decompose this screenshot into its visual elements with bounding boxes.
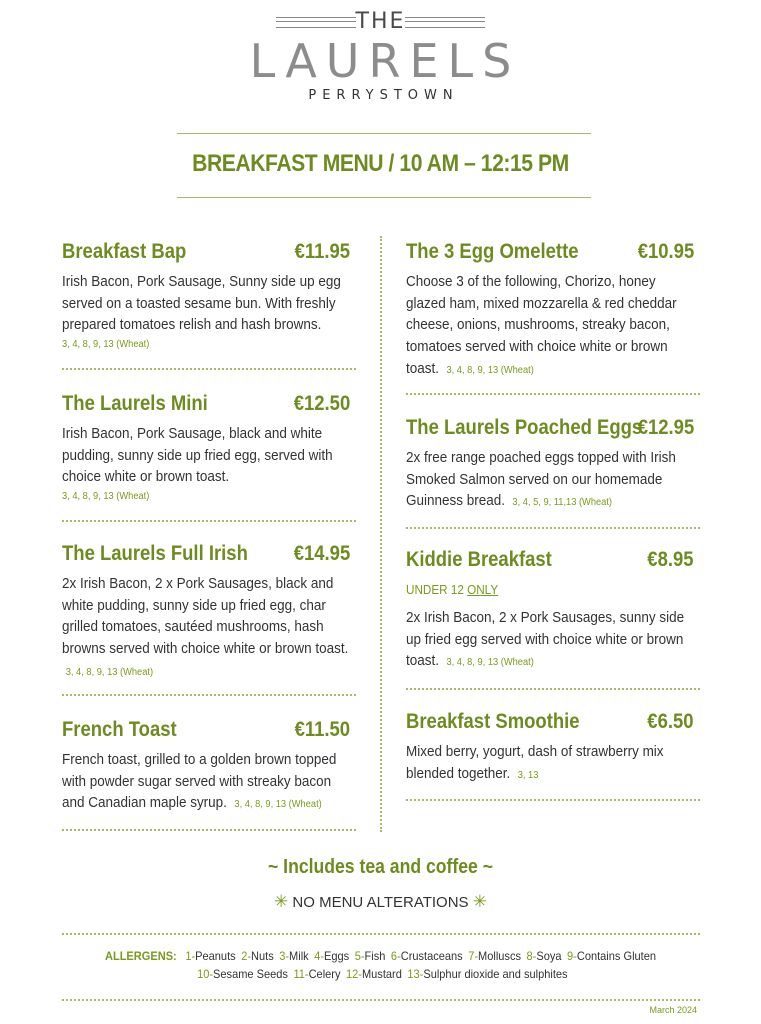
allergen-number: 1- (185, 949, 196, 963)
item-description (62, 574, 348, 684)
item-desc-text: Irish Bacon, Pork Sausage, Sunny side up egg served on a toasted sesame bun. With freshly prepared tomatoes relish and hash browns. (62, 274, 341, 334)
item-description (406, 608, 692, 674)
item-description (62, 750, 348, 816)
menu-title: BREAKFAST MENU / 10 AM – 12:15 PM (192, 150, 569, 177)
item-name: The 3 Egg Omelette (406, 240, 579, 263)
asterisk-icon: ✳ (472, 892, 487, 911)
allergen-entry (346, 967, 402, 981)
allergen-number: 6- (390, 949, 401, 963)
allergen-entry (314, 949, 349, 963)
allergen-name: Nuts (251, 949, 274, 963)
item-desc-text: French toast, grilled to a golden brown topped with powder sugar served with streaky bacon and Canadian maple syrup. (62, 752, 337, 812)
item-price: €12.50 (293, 392, 350, 415)
item-separator (406, 527, 700, 529)
no-alterations-text: NO MENU ALTERATIONS (292, 894, 469, 911)
asterisk-icon: ✳ (274, 892, 289, 911)
item-separator (62, 368, 356, 370)
allergen-number: 10- (197, 967, 214, 981)
footer-separator (62, 999, 700, 1001)
allergen-name: Peanuts (195, 949, 236, 963)
item-name: Breakfast Bap (62, 240, 187, 263)
item-price: €14.95 (293, 542, 350, 565)
allergen-name: Molluscs (478, 949, 522, 963)
item-allergens: 3, 4, 8, 9, 13 (Wheat) (65, 666, 154, 678)
allergen-number: 8- (526, 949, 537, 963)
item-separator (406, 799, 700, 801)
item-name: French Toast (62, 718, 177, 741)
menu-item (406, 548, 694, 678)
allergen-number: 13- (407, 967, 424, 981)
item-desc-text: 2x Irish Bacon, 2 x Pork Sausages, sunny side up fried egg served with choice white or brown toast. (406, 610, 685, 670)
item-separator (406, 393, 700, 395)
item-price: €12.95 (637, 416, 694, 439)
age-note-text: UNDER 12 (406, 582, 468, 597)
item-desc-text: 2x Irish Bacon, 2 x Pork Sausages, black and white pudding, sunny side up fried egg, char grilled tomatoes, sautéed mushrooms, hash browns served with choice white or brown toast. (62, 576, 349, 658)
item-desc-text: 2x free range poached eggs topped with Irish Smoked Salmon served on our homemade Guinness bread. (406, 450, 676, 510)
allergen-number: 12- (346, 967, 362, 981)
item-separator (62, 520, 356, 522)
item-separator (62, 694, 356, 696)
menu-item (406, 240, 694, 380)
allergen-entry (391, 949, 463, 963)
includes-note: ~ Includes tea and coffee ~ (268, 856, 493, 878)
allergen-number: 3- (279, 949, 290, 963)
allergen-name: Eggs (324, 949, 350, 963)
allergen-entry (241, 949, 274, 963)
menu-item (62, 392, 350, 512)
item-separator (62, 829, 356, 831)
allergen-entry (468, 949, 521, 963)
allergen-name: Mustard (361, 967, 402, 981)
menu-date: March 2024 (649, 1005, 697, 1015)
logo (0, 8, 761, 106)
menu-item (406, 710, 694, 790)
allergen-name: Sulphur dioxide and sulphites (423, 967, 568, 981)
item-desc-text: Choose 3 of the following, Chorizo, honey glazed ham, mixed mozzarella & red cheddar cheese, onions, mushrooms, streaky bacon, tomatoes served with choice white or brown toast. (406, 274, 677, 377)
menu-item (62, 718, 350, 818)
item-separator (406, 688, 700, 690)
allergen-entry (197, 967, 288, 981)
item-description (406, 272, 692, 382)
item-desc-text: Mixed berry, yogurt, dash of strawberry mix blended together. (406, 744, 664, 782)
logo-name: LAURELS (249, 34, 521, 88)
allergen-entry (185, 949, 235, 963)
allergen-entry (527, 949, 562, 963)
item-price: €11.50 (294, 718, 350, 741)
allergen-name: Milk (289, 949, 309, 963)
item-allergens: 3, 4, 8, 9, 13 (Wheat) (62, 491, 150, 503)
footer-separator (62, 933, 700, 935)
allergen-entry (567, 949, 656, 963)
title-bottom-rule (177, 197, 591, 198)
item-name: The Laurels Poached Eggs (406, 416, 643, 439)
allergen-name: Celery (308, 967, 341, 981)
menu-item (62, 542, 350, 692)
item-price: €8.95 (647, 548, 694, 571)
logo-lines-left (276, 17, 356, 28)
no-alterations-note (0, 892, 761, 912)
age-note (406, 582, 498, 597)
item-name: The Laurels Full Irish (62, 542, 248, 565)
column-divider (380, 236, 382, 832)
item-name: Breakfast Smoothie (406, 710, 580, 733)
title-top-rule (177, 133, 591, 134)
allergen-legend-line (30, 967, 730, 981)
item-allergens: 3, 4, 5, 9, 11,13 (Wheat) (512, 497, 613, 509)
allergen-name: Soya (536, 949, 562, 963)
logo-location: PERRYSTOWN (308, 88, 459, 103)
menu-item (406, 416, 694, 516)
item-desc-text: Irish Bacon, Pork Sausage, black and white pudding, sunny side up fried egg, served with choice white or brown toast. (62, 426, 333, 486)
item-name: The Laurels Mini (62, 392, 208, 415)
allergen-number: 4- (314, 949, 325, 963)
allergen-name: Contains Gluten (576, 949, 657, 963)
allergen-entry (279, 949, 308, 963)
item-description (406, 742, 692, 786)
allergen-entry (293, 967, 340, 981)
allergen-name: Fish (364, 949, 386, 963)
allergen-number: 9- (567, 949, 577, 963)
allergen-entry (407, 967, 567, 981)
item-name: Kiddie Breakfast (406, 548, 552, 571)
allergen-legend-line (30, 949, 730, 963)
allergen-name: Crustaceans (400, 949, 463, 963)
age-note-emphasis: ONLY (467, 582, 499, 597)
allergen-name: Sesame Seeds (213, 967, 288, 981)
item-description (406, 448, 692, 514)
logo-the: THE (355, 9, 406, 34)
allergen-number: 7- (468, 949, 479, 963)
item-price: €10.95 (637, 240, 694, 263)
item-allergens: 3, 4, 8, 9, 13 (Wheat) (234, 799, 322, 811)
allergen-number: 5- (354, 949, 365, 963)
item-price: €11.95 (294, 240, 350, 263)
item-allergens: 3, 4, 8, 9, 13 (Wheat) (446, 364, 534, 376)
item-allergens: 3, 4, 8, 9, 13 (Wheat) (446, 657, 534, 669)
allergen-number: 2- (241, 949, 252, 963)
logo-lines-right (405, 17, 485, 28)
item-description (62, 424, 348, 505)
allergen-number: 11- (293, 967, 309, 981)
item-description (62, 272, 348, 353)
item-allergens: 3, 13 (517, 769, 539, 781)
item-price: €6.50 (647, 710, 694, 733)
item-allergens: 3, 4, 8, 9, 13 (Wheat) (62, 339, 150, 351)
allergens-label: ALLERGENS: (104, 949, 177, 963)
menu-item (62, 240, 350, 360)
allergen-entry (355, 949, 386, 963)
